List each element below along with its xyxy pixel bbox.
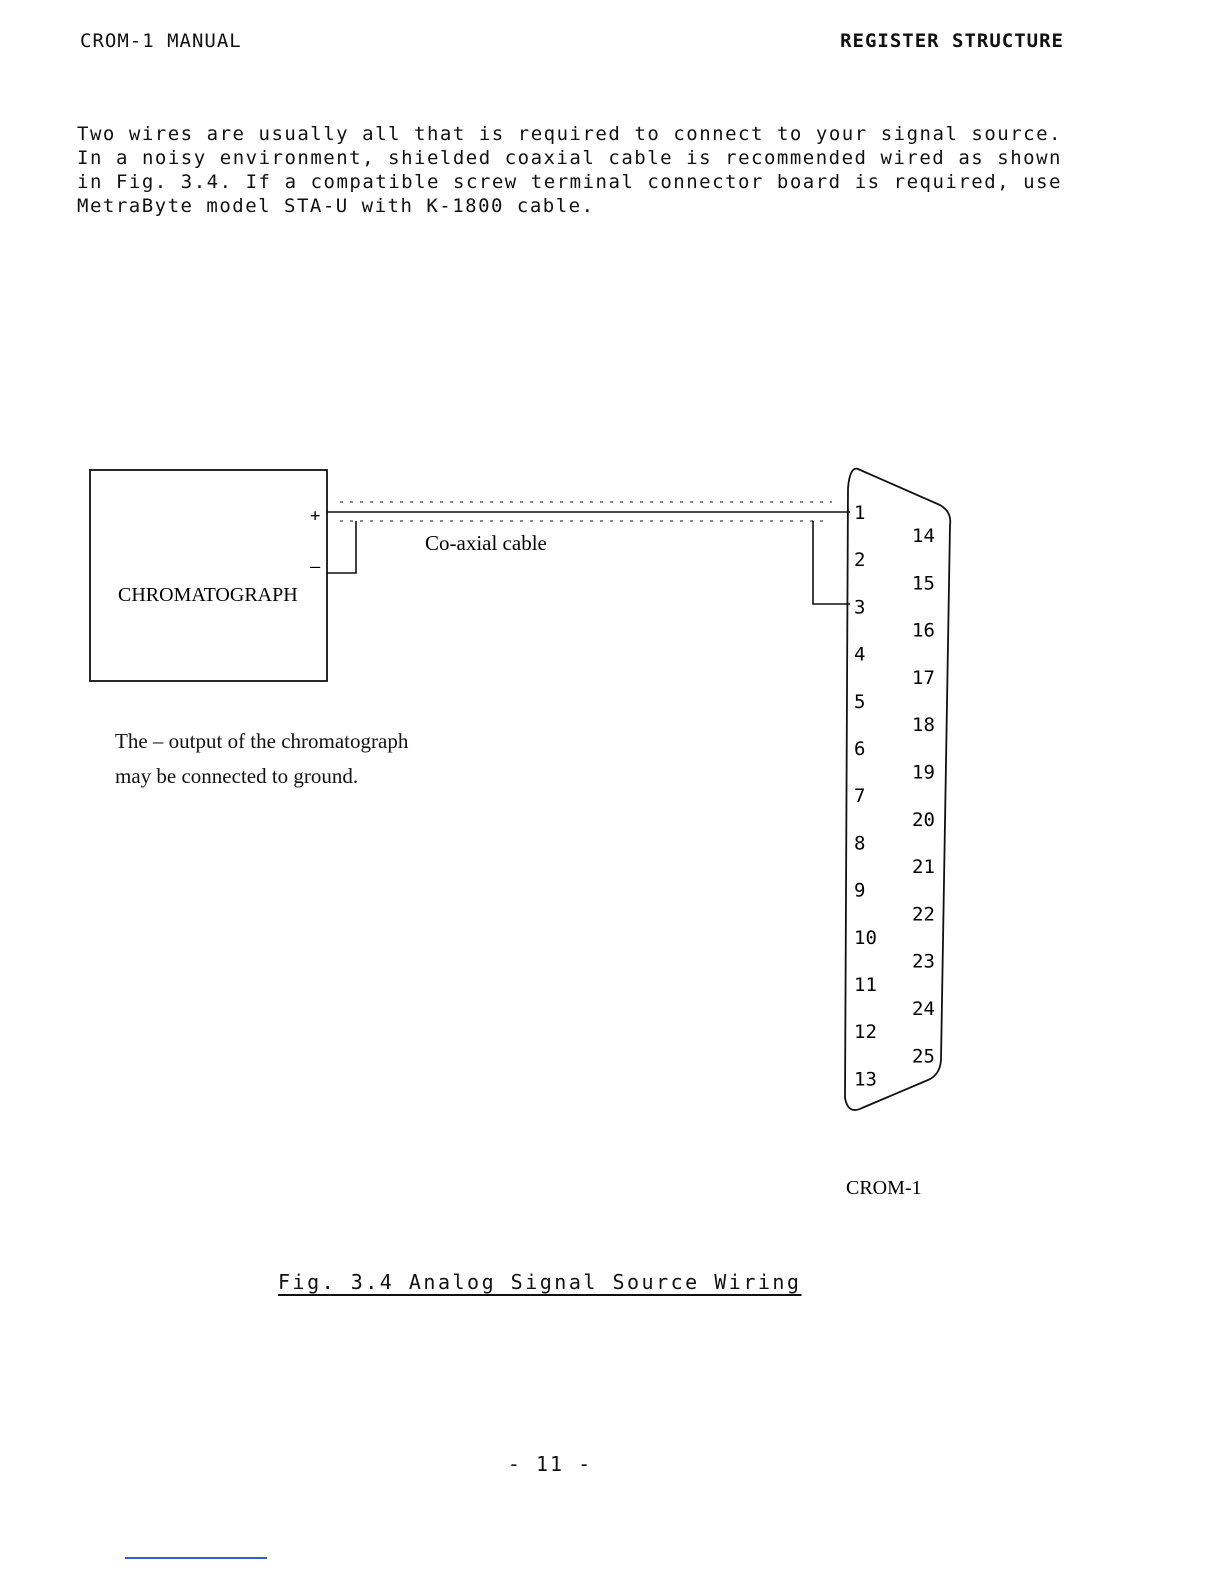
chromatograph-box [90, 470, 327, 681]
pin-label-2: 2 [854, 549, 866, 572]
pin-label-13: 13 [854, 1068, 877, 1091]
pin-label-7: 7 [854, 785, 866, 808]
connector-pins-left [854, 502, 877, 1090]
pin-label-1: 1 [854, 502, 866, 524]
pin-label-4: 4 [854, 643, 866, 666]
pin-label-5: 5 [854, 690, 866, 713]
pin-label-15: 15 [912, 572, 935, 595]
connector-pins-right [912, 525, 935, 1067]
pin-label-20: 20 [912, 808, 935, 831]
ground-note [115, 724, 408, 794]
pin-label-23: 23 [912, 950, 935, 973]
connector-label: CROM-1 [846, 1177, 922, 1199]
pin-label-9: 9 [854, 879, 866, 902]
header-section-title: REGISTER STRUCTURE [840, 30, 1064, 52]
pin-label-22: 22 [912, 903, 935, 926]
pin-label-14: 14 [912, 525, 935, 547]
pin-label-6: 6 [854, 738, 866, 760]
pin-label-16: 16 [912, 619, 935, 642]
shield-drain-left [327, 521, 356, 573]
plus-terminal-label: + [310, 506, 321, 526]
header-manual-title: CROM-1 MANUAL [80, 30, 242, 52]
pin-label-12: 12 [854, 1021, 877, 1044]
cable-label: Co-axial cable [425, 531, 547, 555]
pin-label-19: 19 [912, 761, 935, 784]
minus-terminal-label: – [310, 557, 321, 577]
pin-label-21: 21 [912, 856, 935, 879]
pin-label-3: 3 [854, 596, 866, 619]
intro-paragraph: Two wires are usually all that is required to connect to your signal source. In a noisy environment, shielded coaxial cable is recommended wired as shown in Fig. 3.4. If a compatible screw terminal connector board is required, use MetraByte model STA-U with K-1800 cable. [77, 123, 1062, 217]
figure-caption: Fig. 3.4 Analog Signal Source Wiring [278, 1270, 802, 1294]
pin-label-8: 8 [854, 832, 866, 855]
ground-note-line-1: The – output of the chromatograph [115, 729, 409, 753]
pin-label-10: 10 [854, 926, 877, 949]
pin-label-25: 25 [912, 1045, 935, 1068]
ground-note-line-2: may be connected to ground. [115, 764, 359, 788]
pin-label-11: 11 [854, 974, 877, 996]
pin-label-17: 17 [912, 666, 935, 689]
pin-label-18: 18 [912, 714, 935, 737]
page-number: - 11 - [507, 1452, 593, 1476]
pin-label-24: 24 [912, 998, 935, 1020]
scan-artifact-line [125, 1557, 267, 1559]
shield-drain-right [813, 521, 850, 604]
chromatograph-label: CHROMATOGRAPH [118, 584, 298, 606]
